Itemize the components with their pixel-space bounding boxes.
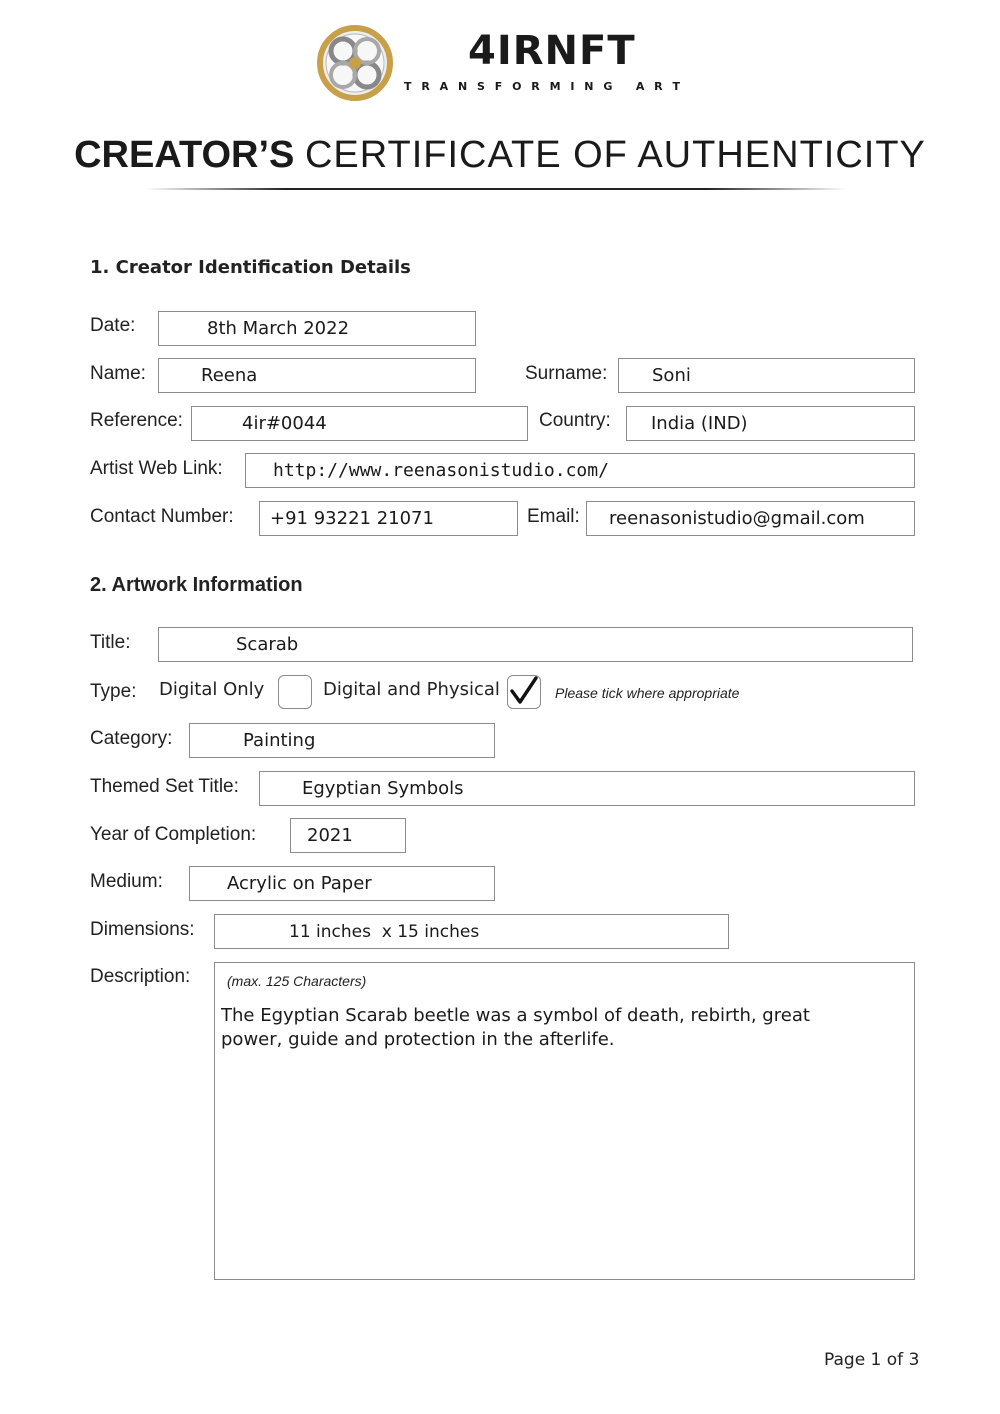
surname-label: Surname: [525,363,608,384]
brand-logo [316,24,394,102]
section-heading-creator: 1. Creator Identification Details [90,257,411,278]
weblink-label: Artist Web Link: [90,458,223,479]
infinity-knot-icon [316,24,394,102]
themed-set-field[interactable]: Egyptian Symbols [259,771,915,806]
page-number: Page 1 of 3 [824,1350,920,1370]
dimensions-field[interactable]: 11 inches x 15 inches [214,914,729,949]
brand-tagline: T R A N S F O R M I N G A R T [404,80,683,93]
dimensions-label: Dimensions: [90,919,195,940]
reference-field[interactable]: 4ir#0044 [191,406,528,441]
title-label: Title: [90,632,131,653]
type-option-digital-physical-label: Digital and Physical [323,679,500,700]
digital-physical-checkbox[interactable] [507,675,541,709]
themed-set-label: Themed Set Title: [90,776,239,797]
contact-field[interactable]: +91 93221 21071 [259,501,518,536]
contact-label: Contact Number: [90,506,234,527]
title-field[interactable]: Scarab [158,627,913,662]
page-title-rest: CERTIFICATE OF AUTHENTICITY [304,134,926,176]
country-field[interactable]: India (IND) [626,406,915,441]
name-field[interactable]: Reena [158,358,476,393]
digital-only-checkbox[interactable] [278,675,312,709]
description-line-1: The Egyptian Scarab beetle was a symbol of death, rebirth, great [221,1005,810,1026]
section-heading-artwork: 2. Artwork Information [90,574,303,596]
email-label: Email: [527,506,580,527]
title-divider [146,188,846,190]
surname-field[interactable]: Soni [618,358,915,393]
date-field[interactable]: 8th March 2022 [158,311,476,346]
description-hint: (max. 125 Characters) [227,973,367,989]
date-label: Date: [90,315,136,336]
category-field[interactable]: Painting [189,723,495,758]
email-field[interactable]: reenasonistudio@gmail.com [586,501,915,536]
medium-field[interactable]: Acrylic on Paper [189,866,495,901]
type-label: Type: [90,681,137,702]
description-label: Description: [90,966,191,987]
reference-label: Reference: [90,410,183,431]
country-label: Country: [539,410,611,431]
description-line-2: power, guide and protection in the afterlife. [221,1029,615,1050]
category-label: Category: [90,728,173,749]
name-label: Name: [90,363,146,384]
tick-hint: Please tick where appropriate [555,685,740,701]
medium-label: Medium: [90,871,163,892]
page-title-bold: CREATOR’S [74,134,295,176]
type-option-digital-only-label: Digital Only [159,679,265,700]
description-field[interactable] [214,962,915,1280]
checkmark-icon [507,675,541,709]
weblink-field[interactable]: http://www.reenasonistudio.com/ [245,453,915,488]
year-field[interactable]: 2021 [290,818,406,853]
page-title [0,134,1000,177]
year-label: Year of Completion: [90,824,257,845]
brand-name: 4IRNFT [468,28,636,74]
